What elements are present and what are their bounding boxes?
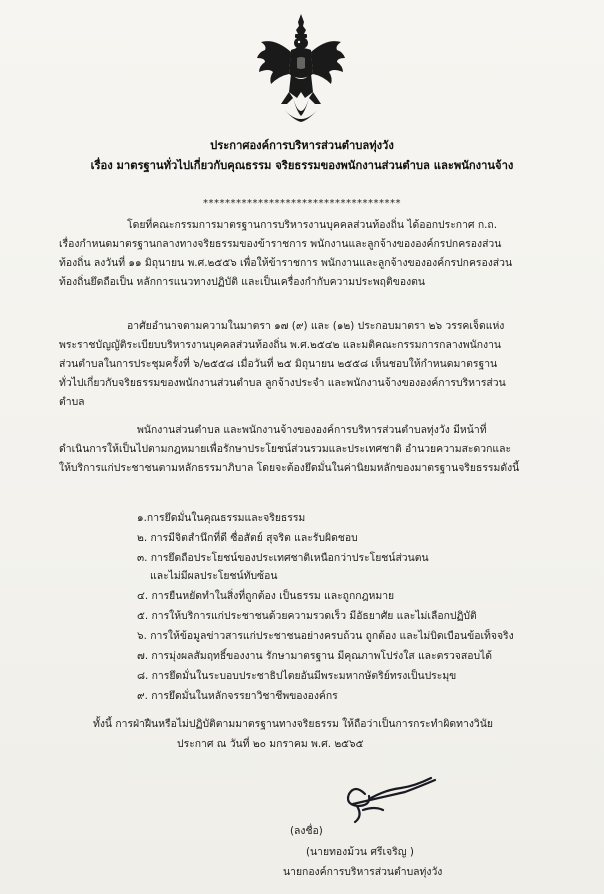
paragraph-3-line: ดำเนินการให้เป็นไปตามกฎหมายเพื่อรักษาประโยชน์ส่วนรวมและประเทศชาติ อำนวยความสะดวกและ	[59, 443, 512, 455]
paragraph-2-line: ทั่วไปเกี่ยวกับจริยธรรมของพนักงานส่วนตำบล ลูกจ้างประจำ และพนักงานจ้างขององค์การบริหารส่วน	[59, 377, 506, 389]
document-subject: เรื่อง มาตรฐานทั่วไปเกี่ยวกับคุณธรรม จริยธรรมของพนักงานส่วนตำบล และพนักงานจ้าง	[90, 159, 514, 172]
paragraph-2-line: ส่วนตำบลในการประชุมครั้งที่ ๖/๒๕๕๘ เมื่อวันที่ ๒๕ มิถุนายน ๒๕๕๘ เห็นชอบให้กำหนดมาตรฐาน	[59, 358, 498, 370]
list-item: ๒. การมีจิตสำนึกที่ดี ซื่อสัตย์ สุจริต และรับผิดชอบ	[137, 532, 358, 544]
list-item: ๙. การยึดมั่นในหลักจรรยาวิชาชีพขององค์กร	[137, 690, 338, 702]
announcement-date: ประกาศ ณ วันที่ ๒๐ มกราคม พ.ศ. ๒๕๖๕	[177, 738, 364, 750]
signatory-position: นายกองค์การบริหารส่วนตำบลทุ่งวัง	[283, 866, 443, 878]
list-item: ๑.การยึดมั่นในคุณธรรมและจริยธรรม	[137, 512, 306, 524]
paragraph-2-line: อาศัยอำนาจตามความในมาตรา ๑๗ (๙) และ (๑๒) ประกอบมาตรา ๒๖ วรรคเจ็ดแห่ง	[127, 320, 505, 332]
paragraph-2-line: ตำบล	[59, 396, 85, 408]
list-item: ๕. การให้บริการแก่ประชาชนด้วยความรวดเร็ว มีอัธยาศัย และไม่เลือกปฏิบัติ	[137, 610, 477, 622]
signatory-name: (นายทองม้วน ศรีเจริญ )	[306, 846, 414, 858]
paragraph-1-line: โดยที่คณะกรรมการมาตรฐานการบริหารงานบุคคลส่วนท้องถิ่น ได้ออกประกาศ ก.ถ.	[127, 219, 498, 231]
list-item: ๖. การให้ข้อมูลข่าวสารแก่ประชาชนอย่างครบถ้วน ถูกต้อง และไม่บิดเบือนข้อเท็จจริง	[137, 630, 514, 642]
closing-statement: ทั้งนี้ การฝ่าฝืนหรือไม่ปฏิบัติตามมาตรฐานทางจริยธรรม ให้ถือว่าเป็นการกระทำผิดทางวินัย	[93, 718, 493, 730]
paragraph-3-line: ให้บริการแก่ประชาชนตามหลักธรรมาภิบาล โดยจะต้องยึดมั่นในค่านิยมหลักของมาตรฐานจริยธรรมดังนี้	[59, 462, 520, 474]
list-item: ๔. การยืนหยัดทำในสิ่งที่ถูกต้อง เป็นธรรม และถูกกฎหมาย	[137, 590, 395, 602]
signature-label: (ลงชื่อ)	[290, 825, 323, 837]
garuda-emblem-icon	[253, 12, 349, 130]
paragraph-1-line: ท้องถิ่น ลงวันที่ ๑๑ มิถุนายน พ.ศ.๒๕๕๖ เพื่อให้ข้าราชการ พนักงานและลูกจ้างขององค์กรปกครองส่วน	[59, 257, 513, 269]
document-title: ประกาศองค์การบริหารส่วนตำบลทุ่งวัง	[210, 139, 394, 152]
list-item: ๗. การมุ่งผลสัมฤทธิ์ของงาน รักษามาตรฐาน มีคุณภาพโปร่งใส และตรวจสอบได้	[137, 650, 493, 662]
paragraph-3-line: พนักงานส่วนตำบล และพนักงานจ้างขององค์การบริหารส่วนตำบลทุ่งวัง มีหน้าที่	[137, 424, 487, 436]
separator-line: ************************************	[203, 198, 401, 209]
list-item: และไม่มีผลประโยชน์ทับซ้อน	[150, 570, 278, 582]
list-item: ๘. การยึดมั่นในระบอบประชาธิปไตยอันมีพระมหากษัตริย์ทรงเป็นประมุข	[137, 670, 457, 682]
paragraph-2-line: พระราชบัญญัติระเบียบบริหารงานบุคคลส่วนท้องถิ่น พ.ศ.๒๕๔๒ และมติคณะกรรมการกลางพนักงาน	[59, 339, 502, 351]
handwritten-signature	[335, 776, 445, 826]
list-item: ๓. การยึดถือประโยชน์ของประเทศชาติเหนือกว่าประโยชน์ส่วนตน	[137, 552, 429, 564]
paragraph-1-line: ท้องถิ่นยึดถือเป็น หลักการแนวทางปฏิบัติ และเป็นเครื่องกำกับความประพฤติของตน	[59, 276, 425, 288]
paragraph-1-line: เรื่องกำหนดมาตรฐานกลางทางจริยธรรมของข้าราชการ พนักงานและลูกจ้างขององค์กรปกครองส่วน	[59, 238, 502, 250]
